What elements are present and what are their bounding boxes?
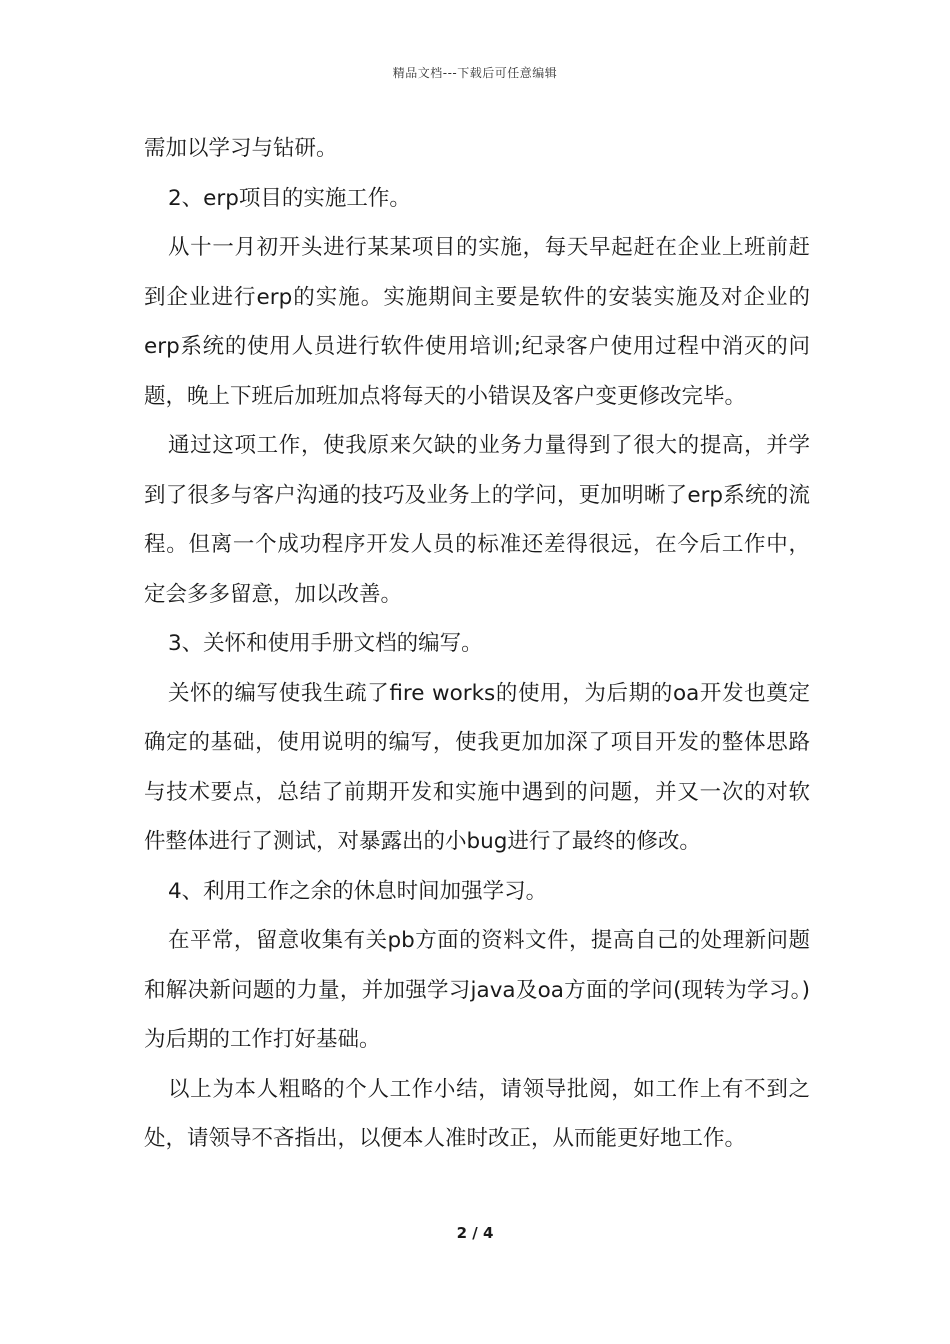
- paragraph-erp-implementation: 从十一月初开头进行某某项目的实施，每天早起赶在企业上班前赶到企业进行erp的实施。实施期间主要是软件的安装实施及对企业的erp系统的使用人员进行软件使用培训;纪录客户使用过程中消灭的问题，晚上下班后加班加点将每天的小错误及客户变更修改完毕。: [144, 235, 810, 409]
- paragraph-erp-reflection: 通过这项工作，使我原来欠缺的业务力量得到了很大的提高，并学到了很多与客户沟通的技巧及业务上的学问，更加明晰了erp系统的流程。但离一个成功程序开发人员的标准还差得很远，在今后工作中，定会多多留意，加以改善。: [144, 433, 810, 607]
- section-heading-study: 4、利用工作之余的休息时间加强学习。: [168, 878, 548, 904]
- document-body: [144, 124, 810, 1164]
- section-heading-manual-docs: 3、关怀和使用手册文档的编写。: [168, 631, 483, 656]
- section-heading-erp-implementation: 2、erp项目的实施工作。: [168, 185, 411, 211]
- paragraph-study: 在平常，留意收集有关pb方面的资料文件，提高自己的处理新问题和解决新问题的力量，并加强学习java及oa方面的学问(现转为学习。)为后期的工作打好基础。: [144, 928, 810, 1052]
- page-number: 2 / 4: [456, 1224, 494, 1242]
- paragraph-continuation: 需加以学习与钻研。: [144, 136, 338, 161]
- paragraph-conclusion: 以上为本人粗略的个人工作小结，请领导批阅，如工作上有不到之处，请领导不吝指出，以便本人准时改正，从而能更好地工作。: [144, 1076, 810, 1151]
- paragraph-manual-docs: 关怀的编写使我生疏了fire works的使用，为后期的oa开发也奠定确定的基础，使用说明的编写，使我更加加深了项目开发的整体思路与技术要点，总结了前期开发和实施中遇到的问题，并又一次的对软件整体进行了测试，对暴露出的小bug进行了最终的修改。: [144, 680, 810, 854]
- page-header: 精品文档---下载后可任意编辑: [392, 66, 558, 80]
